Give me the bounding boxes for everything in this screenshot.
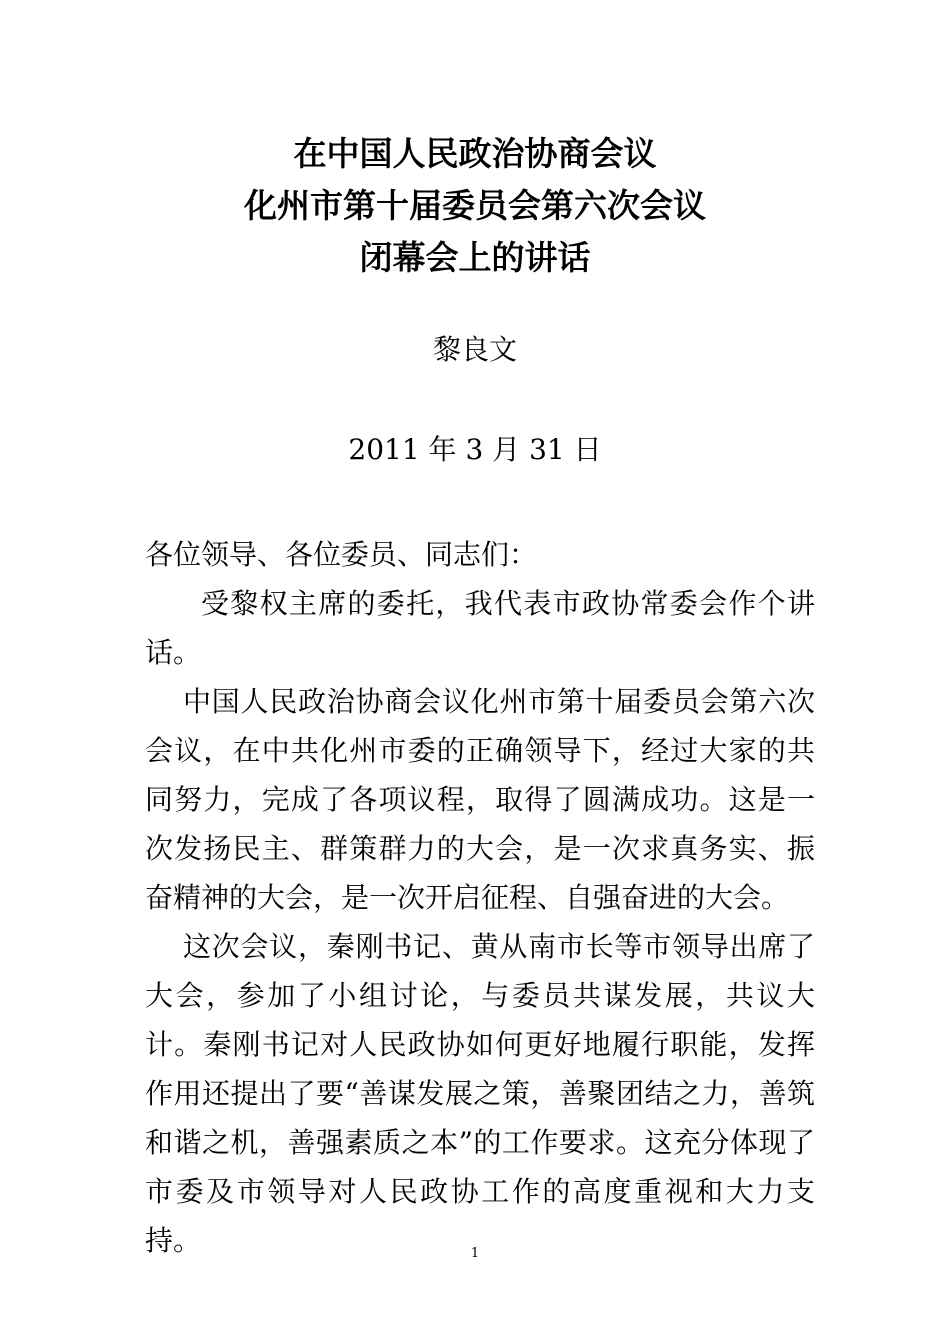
salutation: 各位领导、各位委员、同志们： xyxy=(145,538,538,571)
paragraph-3: 这次会议，秦刚书记、黄从南市长等市领导出席了大会，参加了小组讨论，与委员共谋发展，共议大计。秦刚书记对人民政协如何更好地履行职能，发挥作用还提出了要“善谋发展之策，善聚团结之力，善筑和谐之机，善强素质之本”的工作要求。这充分体现了市委及市领导对人民政协工作的高度重视和大力支持。 xyxy=(145,930,815,1257)
speech-date: 2011 年 3 月 31 日 xyxy=(348,433,602,466)
title-line-2: 化州市第十届委员会第六次会议 xyxy=(244,186,706,225)
author-name: 黎良文 xyxy=(432,333,517,366)
paragraph-2: 中国人民政治协商会议化州市第十届委员会第六次会议，在中共化州市委的正确领导下，经过大家的共同努力，完成了各项议程，取得了圆满成功。这是一次发扬民主、群策群力的大会，是一次求真务实、振奋精神的大会，是一次开启征程、自强奋进的大会。 xyxy=(145,685,815,914)
page-number: 1 xyxy=(470,1246,480,1261)
title-line-3: 闭幕会上的讲话 xyxy=(359,238,591,277)
title-line-1: 在中国人民政治协商会议 xyxy=(293,134,657,173)
document-title xyxy=(0,128,950,284)
paragraph-1: 受黎权主席的委托，我代表市政协常委会作个讲话。 xyxy=(145,587,815,669)
document-body xyxy=(145,530,815,1265)
